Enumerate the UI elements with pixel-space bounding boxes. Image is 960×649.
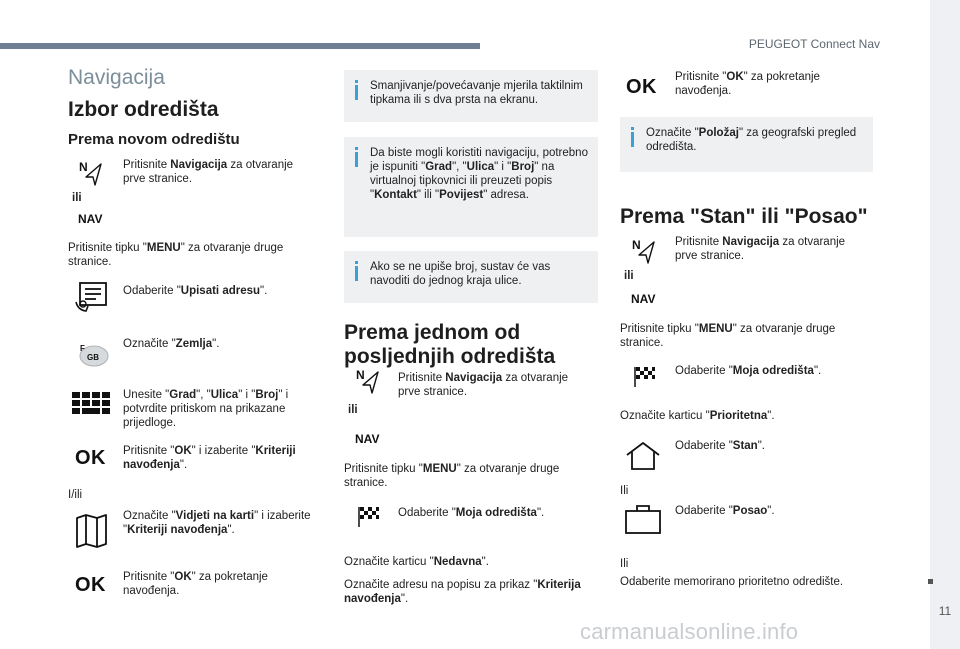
ok-button-label-2: OK (75, 574, 106, 596)
info-icon-2 (354, 147, 359, 167)
step-enter-address: Odaberite "Upisati adresu". (123, 285, 268, 297)
navigation-arrow-icon (78, 160, 104, 188)
map-icon (75, 514, 109, 548)
ok-button-label: OK (75, 447, 106, 469)
step-menu: Pritisnite tipku "MENU" za otvaranje druge stranice. (68, 242, 284, 268)
enter-address-icon (74, 280, 110, 316)
checkered-flag-icon-2 (632, 365, 656, 389)
or-label-2: ili (348, 404, 358, 416)
navigation-arrow-icon-3 (631, 238, 657, 266)
nav-button-label: NAV (78, 212, 103, 226)
nav-button-label-3: NAV (631, 292, 656, 306)
country-flag-icon (74, 338, 110, 368)
info-note-position: Označite "Položaj" za geografski pregled odredišta. (620, 117, 873, 172)
continue-marker-icon (928, 579, 933, 584)
step-home: Odaberite "Stan". (675, 440, 765, 452)
step-open-navigation: Pritisnite Navigacija za otvaranje prve stranice. (123, 159, 294, 185)
step-open-navigation-2: Pritisnite Navigacija za otvaranje prve stranice. (398, 372, 569, 398)
svg-text:N: N (632, 238, 641, 252)
step-ok-start: Pritisnite "OK" za pokretanje navođenja. (123, 571, 268, 597)
navigation-arrow-icon-2 (355, 368, 381, 396)
badge-gb-text: GB (87, 353, 99, 362)
step-my-destinations: Odaberite "Moja odredišta". (398, 507, 545, 519)
step-view-on-map: Označite "Vidjeti na karti" i izaberite "Kriteriji navođenja". (123, 510, 311, 536)
briefcase-icon (624, 503, 662, 535)
step-select-address: Označite adresu na popisu za prikaz "Kriterija navođenja". (344, 579, 581, 605)
step-stored-priority: Odaberite memorirano prioritetno odredište. (620, 576, 844, 588)
checkered-flag-icon (356, 505, 380, 529)
or-label: ili (72, 192, 82, 204)
step-my-destinations-2: Odaberite "Moja odredišta". (675, 365, 822, 377)
header-rule (0, 43, 480, 49)
step-country: Označite "Zemlja". (123, 338, 220, 350)
info-icon-3 (354, 261, 359, 281)
home-icon (624, 440, 662, 472)
section-title: Navigacija (68, 66, 165, 89)
step-recent-tab: Označite karticu "Nedavna". (344, 556, 489, 568)
page-number: 11 (938, 604, 952, 618)
info-note-zoom: Smanjivanje/povećavanje mjerila taktilnim tipkama ili s dva prsta na ekranu. (344, 70, 598, 122)
step-ok-start-2: Pritisnite "OK" za pokretanje navođenja. (675, 71, 820, 97)
step-work: Odaberite "Posao". (675, 505, 775, 517)
or-label-3: ili (624, 270, 634, 282)
subheading-new-destination: Prema novom odredištu (68, 131, 240, 148)
info-icon-4 (630, 127, 635, 147)
step-menu-3: Pritisnite tipku "MENU" za otvaranje druge stranice. (620, 323, 836, 349)
nav-button-label-2: NAV (355, 432, 380, 446)
step-open-navigation-3: Pritisnite Navigacija za otvaranje prve stranice. (675, 236, 846, 262)
info-note-number: Ako se ne upiše broj, sustav će vas navoditi do jednog kraja ulice. (344, 251, 598, 303)
step-ok-criteria: Pritisnite "OK" i izaberite "Kriteriji navođenja". (123, 445, 296, 471)
or-label-4: Ili (620, 485, 629, 497)
keyboard-icon (72, 392, 112, 416)
heading-home-work: Prema "Stan" ili "Posao" (620, 205, 868, 228)
or-label-5: Ili (620, 558, 629, 570)
svg-text:N: N (356, 368, 365, 382)
heading-recent-destinations: Prema jednom od posljednjih odredišta (344, 321, 556, 369)
and-or-label: I/ili (68, 489, 83, 501)
page-heading: Izbor odredišta (68, 98, 219, 121)
watermark: carmanualsonline.info (580, 619, 799, 644)
step-menu-2: Pritisnite tipku "MENU" za otvaranje druge stranice. (344, 463, 560, 489)
badge-f-text: F (80, 344, 85, 353)
info-icon (354, 80, 359, 100)
page-edge-strip (930, 0, 960, 649)
ok-button-label-3: OK (626, 76, 657, 98)
info-note-fields: Da biste mogli koristiti navigaciju, potrebno je ispuniti "Grad", "Ulica" i "Broj" na virtualnoj tipkovnici ili preuzeti popis "Kontakt" ili "Povijest" adresa. (344, 137, 598, 237)
header-brand: PEUGEOT Connect Nav (748, 37, 880, 51)
svg-text:N: N (79, 160, 88, 174)
step-enter-city-street-number: Unesite "Grad", "Ulica" i "Broj" i potvrdite pritiskom na prikazane prijedloge. (123, 389, 289, 429)
step-priority-tab: Označite karticu "Prioritetna". (620, 410, 775, 422)
